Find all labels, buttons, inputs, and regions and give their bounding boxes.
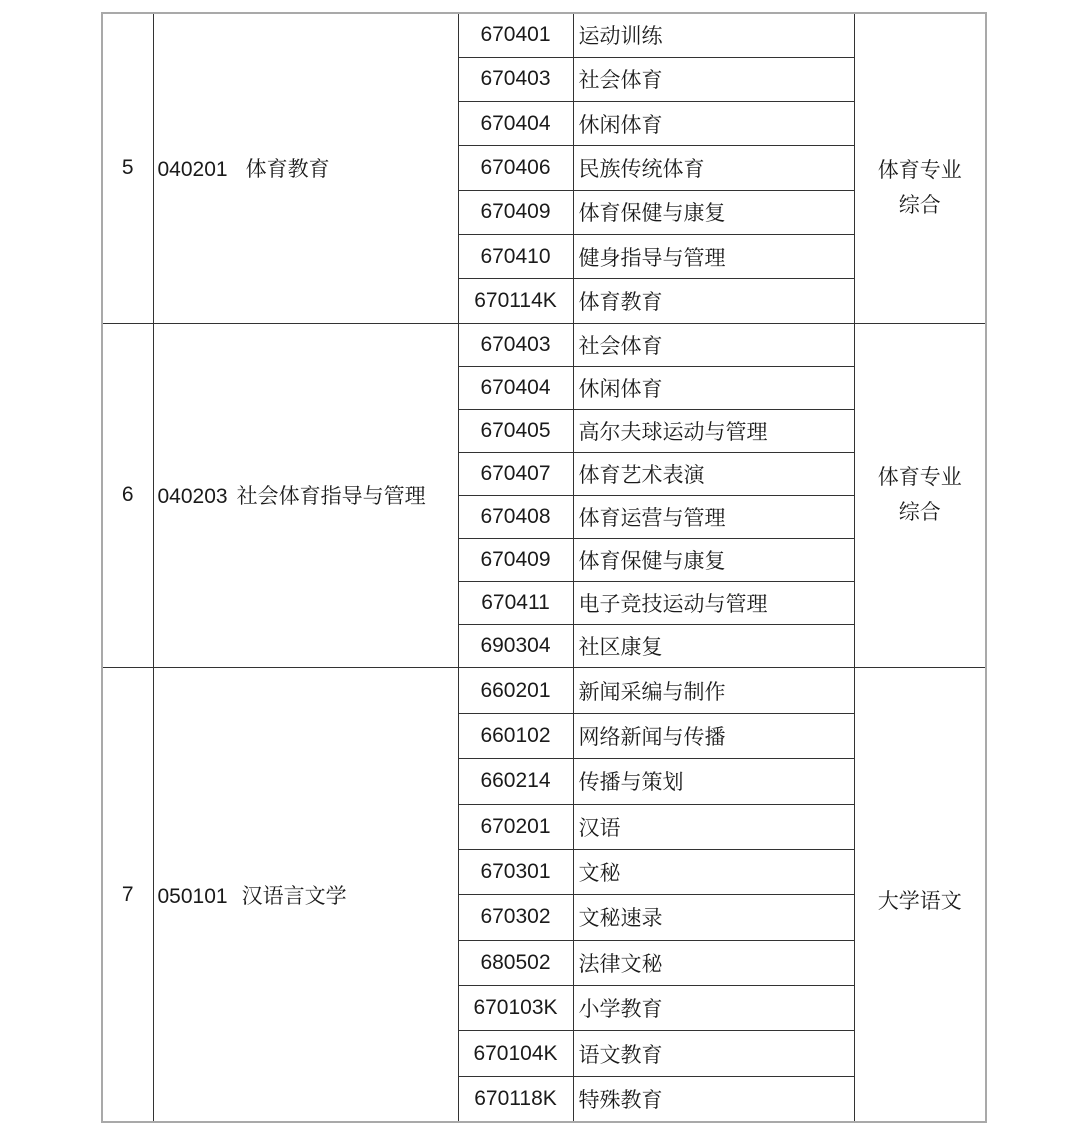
- minor-code-cell: 680502: [458, 940, 573, 985]
- minor-code-cell: 670407: [458, 452, 573, 495]
- minor-name-cell: 文秘速录: [573, 895, 854, 940]
- minor-name-cell: 网络新闻与传播: [573, 713, 854, 758]
- row-number-cell: 6: [102, 323, 153, 668]
- minor-code-cell: 670405: [458, 409, 573, 452]
- minor-code-cell: 660214: [458, 759, 573, 804]
- minor-name-cell: 社会体育: [573, 323, 854, 366]
- table-row: [102, 668, 986, 713]
- minor-code-cell: 670404: [458, 102, 573, 146]
- minor-name-cell: 汉语: [573, 804, 854, 849]
- minor-code-cell: 670410: [458, 234, 573, 278]
- minor-name-cell: 高尔夫球运动与管理: [573, 409, 854, 452]
- minor-code-cell: 690304: [458, 625, 573, 668]
- minor-code-cell: 670406: [458, 146, 573, 190]
- minor-name-cell: 新闻采编与制作: [573, 668, 854, 713]
- minor-name-cell: 社会体育: [573, 57, 854, 101]
- minor-name-cell: 健身指导与管理: [573, 234, 854, 278]
- majors-table: [101, 12, 987, 1123]
- major-group: [102, 323, 986, 668]
- major-code: 040203: [157, 485, 228, 509]
- row-number-cell: 7: [102, 668, 153, 1122]
- minor-code-cell: 670114K: [458, 279, 573, 323]
- major-name: 汉语言文学: [241, 884, 347, 908]
- minor-code-cell: 670104K: [458, 1031, 573, 1076]
- major-name: 体育教育: [245, 158, 330, 182]
- minor-name-cell: 语文教育: [573, 1031, 854, 1076]
- exam-subject-line: 体育专业: [877, 466, 962, 490]
- exam-subject-cell: [854, 323, 986, 668]
- minor-code-cell: 670201: [458, 804, 573, 849]
- exam-subject-cell: [854, 13, 986, 323]
- minor-name-cell: 电子竞技运动与管理: [573, 582, 854, 625]
- minor-code-cell: 670118K: [458, 1076, 573, 1121]
- minor-name-cell: 休闲体育: [573, 102, 854, 146]
- minor-code-cell: 670302: [458, 895, 573, 940]
- major-name: 社会体育指导与管理: [236, 485, 426, 509]
- minor-code-cell: 670404: [458, 366, 573, 409]
- minor-name-cell: 体育保健与康复: [573, 539, 854, 582]
- minor-name-cell: 体育保健与康复: [573, 190, 854, 234]
- minor-name-cell: 体育教育: [573, 279, 854, 323]
- exam-subject-line: 综合: [898, 501, 941, 525]
- minor-name-cell: 文秘: [573, 849, 854, 894]
- minor-code-cell: 670403: [458, 323, 573, 366]
- minor-name-cell: 法律文秘: [573, 940, 854, 985]
- minor-code-cell: 670103K: [458, 986, 573, 1031]
- minor-name-cell: 体育运营与管理: [573, 495, 854, 538]
- minor-code-cell: 660102: [458, 713, 573, 758]
- exam-subject-line: 综合: [898, 193, 941, 217]
- minor-code-cell: 670408: [458, 495, 573, 538]
- minor-name-cell: 休闲体育: [573, 366, 854, 409]
- minor-name-cell: 体育艺术表演: [573, 452, 854, 495]
- exam-subject-cell: [854, 668, 986, 1122]
- minor-name-cell: 传播与策划: [573, 759, 854, 804]
- minor-name-cell: 运动训练: [573, 13, 854, 57]
- minor-code-cell: 670403: [458, 57, 573, 101]
- major-code: 040201: [157, 158, 228, 182]
- minor-code-cell: 670401: [458, 13, 573, 57]
- minor-name-cell: 社区康复: [573, 625, 854, 668]
- exam-subject-line: 大学语文: [877, 890, 962, 914]
- major-cell: [153, 668, 458, 1122]
- minor-code-cell: 670409: [458, 190, 573, 234]
- table-row: [102, 323, 986, 366]
- exam-subject-line: 体育专业: [877, 158, 962, 182]
- major-group: [102, 668, 986, 1122]
- minor-code-cell: 670411: [458, 582, 573, 625]
- minor-name-cell: 民族传统体育: [573, 146, 854, 190]
- minor-code-cell: 660201: [458, 668, 573, 713]
- major-cell: [153, 323, 458, 668]
- minor-name-cell: 小学教育: [573, 986, 854, 1031]
- major-cell: [153, 13, 458, 323]
- minor-code-cell: 670301: [458, 849, 573, 894]
- row-number-cell: 5: [102, 13, 153, 323]
- minor-code-cell: 670409: [458, 539, 573, 582]
- table-row: [102, 13, 986, 57]
- minor-name-cell: 特殊教育: [573, 1076, 854, 1121]
- major-code: 050101: [157, 884, 228, 908]
- major-group: [102, 13, 986, 323]
